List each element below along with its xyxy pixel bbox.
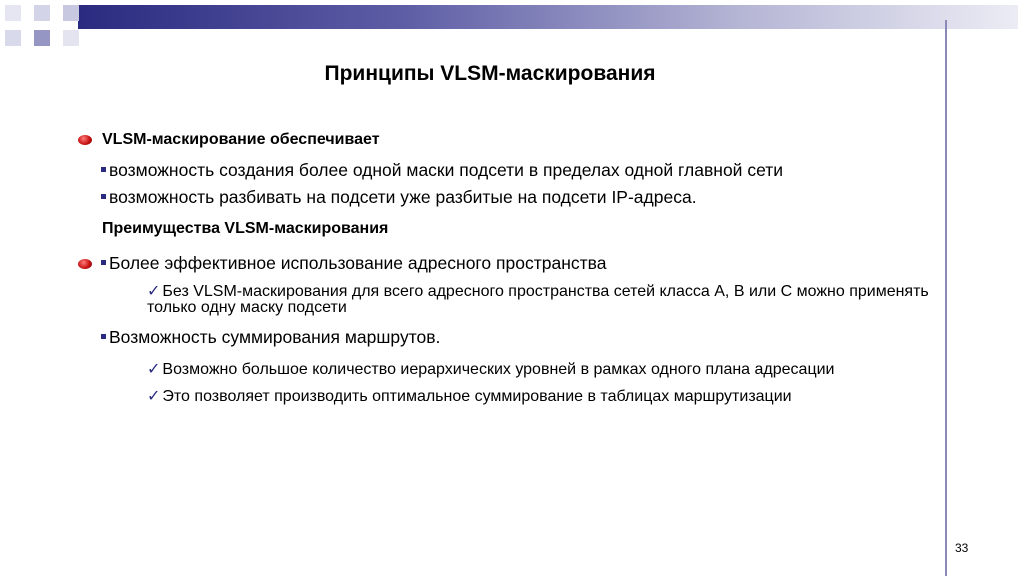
decor-square — [63, 5, 79, 21]
decor-square — [63, 30, 79, 46]
decor-square — [34, 5, 50, 21]
decor-square — [5, 30, 21, 46]
checkmark-icon: ✓ — [147, 361, 161, 378]
checkmark-icon: ✓ — [147, 388, 161, 405]
red-disc-bullet-icon — [78, 135, 92, 145]
heading-provides: VLSM-маскирование обеспечивает — [102, 131, 380, 148]
square-bullet-icon — [101, 260, 106, 265]
list-item: ✓ Возможно большое количество иерархических уровней в рамках одного плана адресации — [147, 361, 835, 378]
square-bullet-icon — [101, 194, 106, 199]
list-item: ✓ Без VLSM-маскирования для всего адресного пространства сетей класса А, В или С можно применять только одну маску подсети — [147, 283, 929, 316]
square-bullet-icon — [101, 167, 106, 172]
list-item: Более эффективное использование адресного пространства — [101, 253, 606, 274]
page-number: 33 — [955, 541, 969, 555]
list-item: Возможность суммирования маршрутов. — [101, 327, 440, 348]
square-bullet-icon — [101, 334, 106, 339]
slide-title: Принципы VLSM-маскирования — [324, 62, 656, 85]
red-disc-bullet-icon — [78, 259, 92, 269]
list-item: ✓ Это позволяет производить оптимальное суммирование в таблицах маршрутизации — [147, 388, 792, 405]
checkmark-icon: ✓ — [147, 283, 161, 300]
list-item: возможность создания более одной маски подсети в пределах одной главной сети — [101, 160, 783, 181]
heading-advantages: Преимущества VLSM-маскирования — [102, 220, 389, 237]
decor-square — [34, 30, 50, 46]
decor-square — [5, 5, 21, 21]
header-gradient-bar — [78, 5, 1018, 29]
list-item: возможность разбивать на подсети уже разбитые на подсети IP-адреса. — [101, 187, 697, 208]
